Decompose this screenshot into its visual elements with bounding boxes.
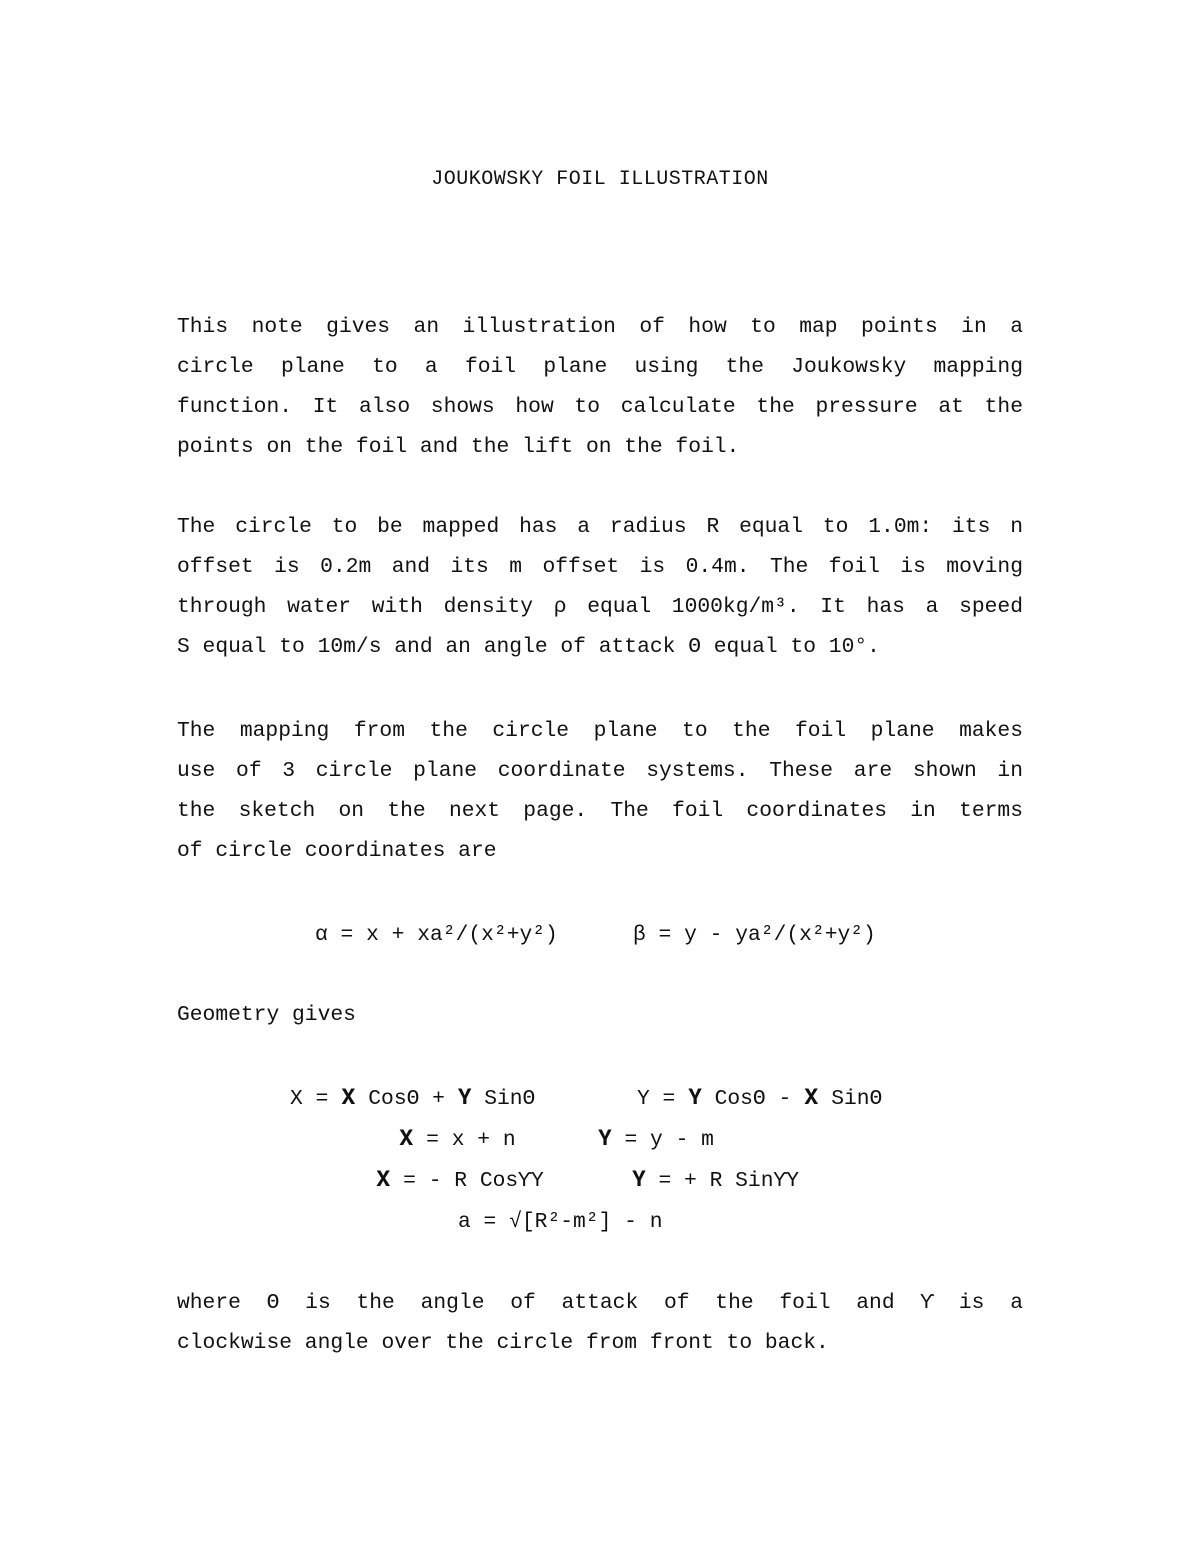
paragraph-line: This note gives an illustration of how to map points in a (177, 315, 1023, 339)
paragraph-line: circle plane to a foil plane using the Joukowsky mapping (177, 355, 1023, 379)
mapping-paragraph (177, 711, 1023, 871)
paragraph-line: The circle to be mapped has a radius R equal to 1.0m: its n (177, 515, 1023, 539)
paragraph-line: points on the foil and the lift on the foil. (177, 435, 740, 459)
circle-parameters-paragraph (177, 507, 1023, 667)
geometry-equation-y: Y = 𝐘 CosΘ - 𝐗 SinΘ (637, 1087, 883, 1111)
geometry-equation-a: a = √[R²-m²] - n (458, 1210, 663, 1234)
geometry-equation-bold-y-radius: 𝐘 = + R SinϒΥ (632, 1169, 800, 1193)
paragraph-line: through water with density ρ equal 1000kg/m³. It has a speed (177, 595, 1023, 619)
paragraph-line: of circle coordinates are (177, 839, 497, 863)
intro-paragraph (177, 307, 1023, 467)
paragraph-line: The mapping from the circle plane to the foil plane makes (177, 719, 1023, 743)
paragraph-line: S equal to 10m/s and an angle of attack Θ equal to 10°. (177, 635, 880, 659)
geometry-equation-bold-x-radius: 𝐗 = - R CosϒΥ (376, 1169, 544, 1193)
alpha-equation: α = x + xa²/(x²+y²) (315, 923, 558, 947)
geometry-equation-bold-y: 𝐘 = y - m (598, 1128, 714, 1152)
document-title: JOUKOWSKY FOIL ILLUSTRATION (431, 168, 769, 191)
paragraph-line: the sketch on the next page. The foil coordinates in terms (177, 799, 1023, 823)
geometry-equation-x: X = 𝐗 CosΘ + 𝐘 SinΘ (290, 1087, 536, 1111)
beta-equation: β = y - ya²/(x²+y²) (633, 923, 876, 947)
paragraph-line: Geometry gives (177, 1003, 356, 1027)
geometry-intro (177, 995, 1023, 1035)
paragraph-line: where Θ is the angle of attack of the foil and ϒ is a (177, 1291, 1023, 1315)
paragraph-line: function. It also shows how to calculate the pressure at the (177, 395, 1023, 419)
paragraph-line: use of 3 circle plane coordinate systems. These are shown in (177, 759, 1023, 783)
paragraph-line: clockwise angle over the circle from front to back. (177, 1331, 829, 1355)
geometry-equation-bold-x: 𝐗 = x + n (399, 1128, 516, 1152)
paragraph-line: offset is 0.2m and its m offset is 0.4m. The foil is moving (177, 555, 1023, 579)
closing-paragraph (177, 1283, 1023, 1363)
